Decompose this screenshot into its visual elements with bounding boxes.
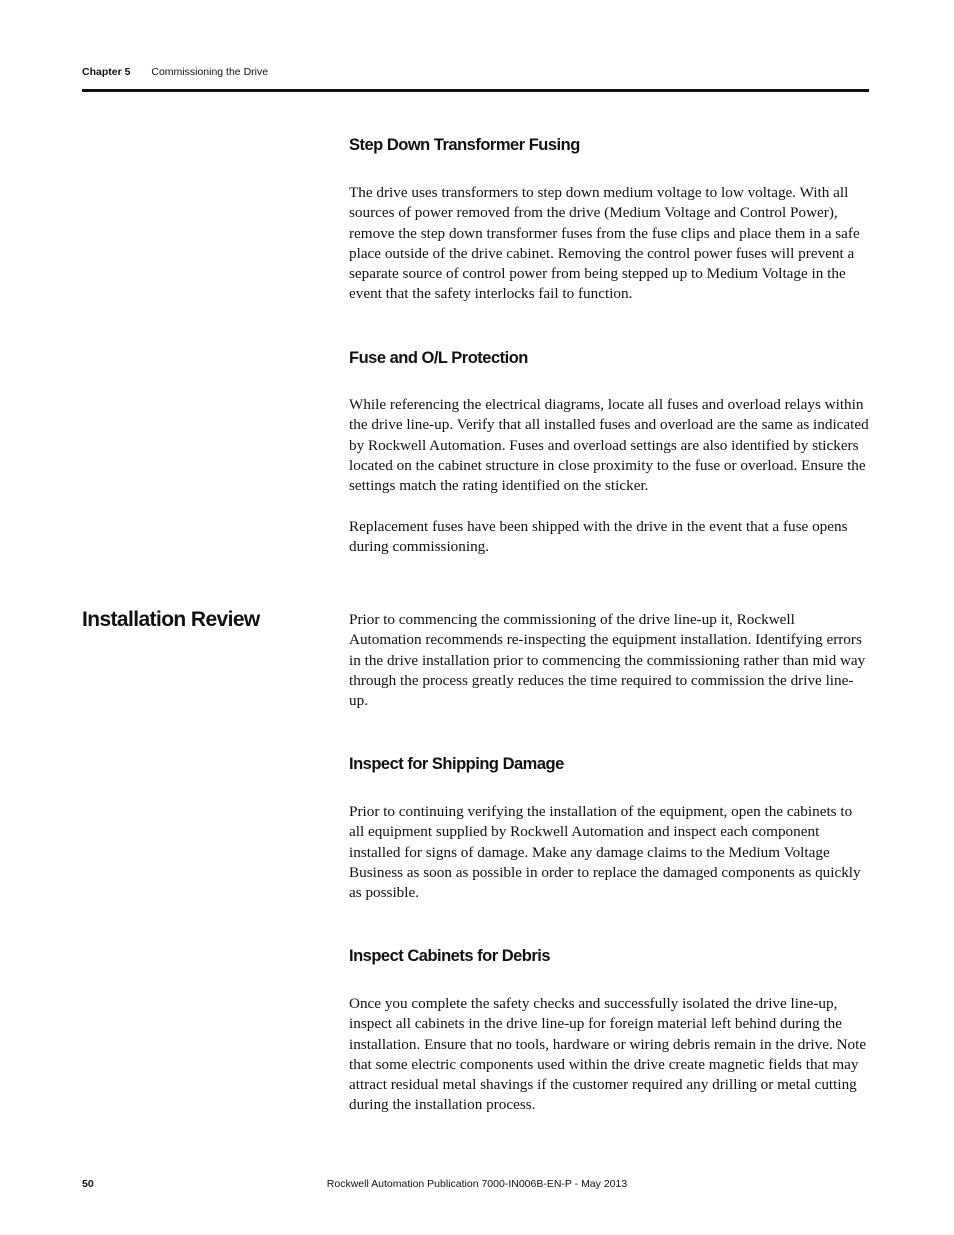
paragraph-debris: Once you complete the safety checks and successfully isolated the drive line-up, inspect all cabinets in the drive line-up for foreign material left behind during the installation. Ensure that no tools, hardware or wiring debris remain in the drive. Note that some electric components used within the drive create magnetic fields that may attract residual metal shavings if the customer required any drilling or metal cutting during the installation process. [349, 995, 867, 1114]
page-number: 50 [82, 1178, 94, 1190]
subheading-inspect-cabinets-debris: Inspect Cabinets for Debris [349, 947, 551, 965]
running-header [82, 66, 869, 82]
chapter-label: Chapter 5 [82, 66, 131, 78]
section-title-installation-review: Installation Review [82, 608, 260, 631]
paragraph-fuse-ol-1: While referencing the electrical diagrams, locate all fuses and overload relays within the drive line-up. Verify that all installed fuses and overload are the same as indicated by Rockwell Automation. Fuses and overload settings are also identified by stickers located on the cabinet structure in close proximity to the fuse or overload. Ensure the settings match the rating identified on the sticker. [349, 396, 869, 495]
paragraph-step-down: The drive uses transformers to step down medium voltage to low voltage. With all sources of power removed from the drive (Medium Voltage and Control Power), remove the step down transformer fuses from the fuse clips and place them in a safe place outside of the drive cabinet. Removing the control power fuses will prevent a separate source of control power from being stepped up to Medium Voltage in the event that the safety interlocks fail to function. [349, 184, 860, 303]
paragraph-fuse-ol-2: Replacement fuses have been shipped with the drive in the event that a fuse opens during commissioning. [349, 518, 848, 556]
subheading-inspect-shipping-damage: Inspect for Shipping Damage [349, 755, 564, 773]
subheading-fuse-ol-protection: Fuse and O/L Protection [349, 349, 528, 367]
publication-footer: Rockwell Automation Publication 7000-IN006B-EN-P - May 2013 [326, 1178, 628, 1190]
paragraph-installation-review: Prior to commencing the commissioning of the drive line-up it, Rockwell Automation recommends re-inspecting the equipment installation. Identifying errors in the drive installation prior to commencing the commissioning rather than mid way through the process greatly reduces the time required to commission the drive line-up. [349, 611, 866, 710]
paragraph-shipping-damage: Prior to continuing verifying the installation of the equipment, open the cabinets to all equipment supplied by Rockwell Automation and inspect each component installed for signs of damage. Make any damage claims to the Medium Voltage Business as soon as possible in order to replace the damaged components as quickly as possible. [349, 803, 861, 902]
subheading-step-down-transformer-fusing: Step Down Transformer Fusing [349, 136, 580, 154]
chapter-title: Commissioning the Drive [151, 66, 269, 78]
header-rule [82, 89, 869, 92]
